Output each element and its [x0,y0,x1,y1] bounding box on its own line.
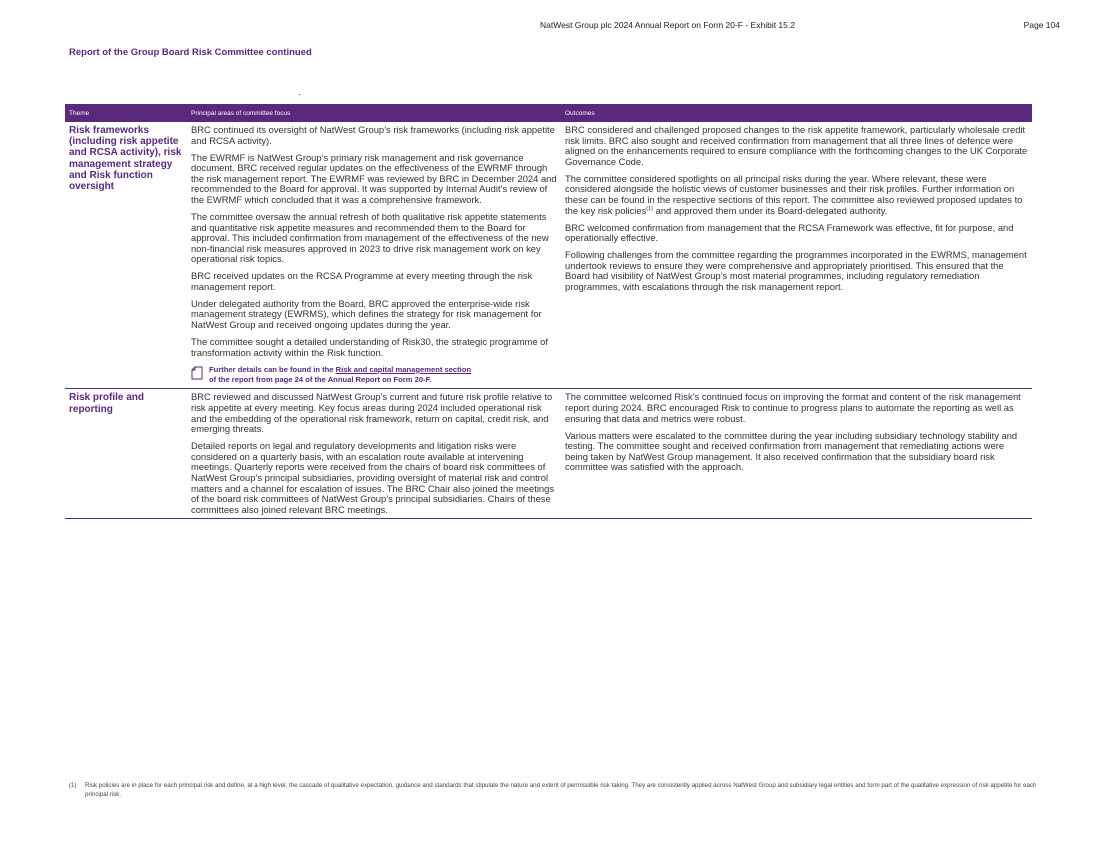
focus-paragraph: The EWRMF is NatWest Group’s primary risk management and risk governance document. BRC received regular updates on the effectiveness of the EWRMF through the risk management report. The EWRMF was reviewed by BRC in December 2024 and recommended to the Board for approval. It was supported by Internal Audit’s review of the EWRMF which concluded that it was a comprehensive framework. [191,151,557,205]
outcome-text: and approved them under its Board-delegated authority. [653,204,888,216]
footnote-text: Risk policies are in place for each principal risk and define, at a high level, the cascade of qualitative expectation, guidance and standards that stipulate the nature and extent of permissible risk taking. They are consistently applied across NatWest Group and subsidiary legal entities and form part of the qualitative expression of risk appetite for each principal risk. [85,782,1037,798]
focus-paragraph: The committee oversaw the annual refresh of both qualitative risk appetite statements and quantitative risk appetite measures and recommended them to the Board for approval. This included confirmation from management of the effectiveness of the new non-financial risk measures approved in 2023 to drive risk management work on key operational risk topics. [191,210,549,265]
reference-text [209,365,471,386]
outcome-paragraph: The committee welcomed Risk’s continued focus on improving the format and content of the risk management report during 2024. BRC encouraged Risk to continue to progress plans to automate the reporting as well as ensuring that data and metrics were robust. [565,391,1021,424]
further-details-reference [191,365,557,386]
stray-dot [299,94,300,95]
table-row-risk-frameworks [65,122,1032,389]
footnote-marker: (1) [646,205,654,212]
column-header-theme: Theme [65,104,187,122]
focus-paragraph: Under delegated authority from the Board, BRC approved the enterprise-wide risk management strategy (EWRMS), which defines the strategy for risk management for NatWest Group and received ongoing updates during the year. [191,297,542,331]
outcomes-cell [561,389,1032,519]
focus-paragraph: Detailed reports on legal and regulatory developments and litigation risks were considered on a quarterly basis, with an escalation route available at intervening meetings. Quarterly reports were received from the chairs of board risk committees of NatWest Group’s principal subsidiaries, providing oversight of material risk and control matters and a channel for escalation of issues. The BRC Chair also joined the meetings of the board risk committees of NatWest Group’s principal subsidiaries. Chairs of these committees also joined relevant BRC meetings. [191,440,555,515]
reference-prefix: Further details can be found in the [209,364,334,374]
risk-capital-section-link[interactable]: Risk and capital management section [335,364,472,374]
theme-cell: Risk profile and reporting [65,389,187,519]
outcome-paragraph: BRC welcomed confirmation from management that the RCSA Framework was effective, fit for purpose, and operationally effective. [565,221,1014,244]
footnote [69,781,1039,799]
section-title: Report of the Group Board Risk Committee continued [69,47,312,58]
table-header-row [65,104,1032,122]
outcomes-cell [561,122,1032,389]
page-header [540,20,1060,34]
column-header-focus: Principal areas of committee focus [187,104,561,122]
document-title: NatWest Group plc 2024 Annual Report on Form 20-F - Exhibit 15.2 [540,20,795,30]
outcome-paragraph: BRC considered and challenged proposed changes to the risk appetite framework, particularly wholesale credit risk limits. BRC also sought and received confirmation from management that all three lines of defence were aligned on the enhancements required to ensure compliance with the forthcoming changes to the UK Corporate Governance Code. [565,124,1028,167]
committee-focus-table [65,104,1032,519]
document-page-icon [191,366,203,380]
focus-paragraph: The committee sought a detailed understanding of Risk30, the strategic programme of transformation activity within the Risk function. [191,336,548,358]
footnote-number: (1) [69,782,77,789]
outcome-paragraph: Various matters were escalated to the committee during the year including subsidiary technology stability and testing. The committee sought and received confirmation from management that remediating actions were being taken by NatWest Group management. It also received confirmation that the subsidiary board risk committee was satisfied with the approach. [565,429,1018,473]
focus-cell [187,389,561,519]
column-header-outcomes: Outcomes [561,104,1032,122]
focus-cell [187,122,561,389]
outcome-text: The committee considered spotlights on all principal risks during the year. Where relevant, these were considered alongside the holistic views of customer businesses and their risk profiles. Further information on these can be found in the respective sections of this report. The committee also reviewed proposed updates to the key risk policies [565,172,1023,216]
outcome-paragraph: Following challenges from the committee regarding the programmes incorporated in the EWRMS, management undertook reviews to ensure they were comprehensive and appropriately prioritised. This ensured that the Board had visibility of NatWest Group’s most material programmes, including regulatory remediation programmes, with escalations through the risk management report. [565,249,1027,292]
page-number: Page 104 [1023,20,1060,30]
theme-cell: Risk frameworks (including risk appetite and RCSA activity), risk management strategy and Risk function oversight [65,122,187,389]
focus-paragraph: BRC received updates on the RCSA Programme at every meeting through the risk management report. [191,270,533,292]
outcome-paragraph-with-note [565,174,1028,216]
focus-paragraph: BRC continued its oversight of NatWest Group’s risk frameworks (including risk appetite and RCSA activity). [191,124,555,146]
table-row-risk-profile [65,389,1032,519]
focus-paragraph: BRC reviewed and discussed NatWest Group’s current and future risk profile relative to risk appetite at every meeting. Key focus areas during 2024 included operational risk and the embedding of the operational risk framework, return on capital, credit risk, and emerging threats. [191,391,553,435]
reference-suffix: of the report from page 24 of the Annual Report on Form 20-F. [209,375,432,385]
